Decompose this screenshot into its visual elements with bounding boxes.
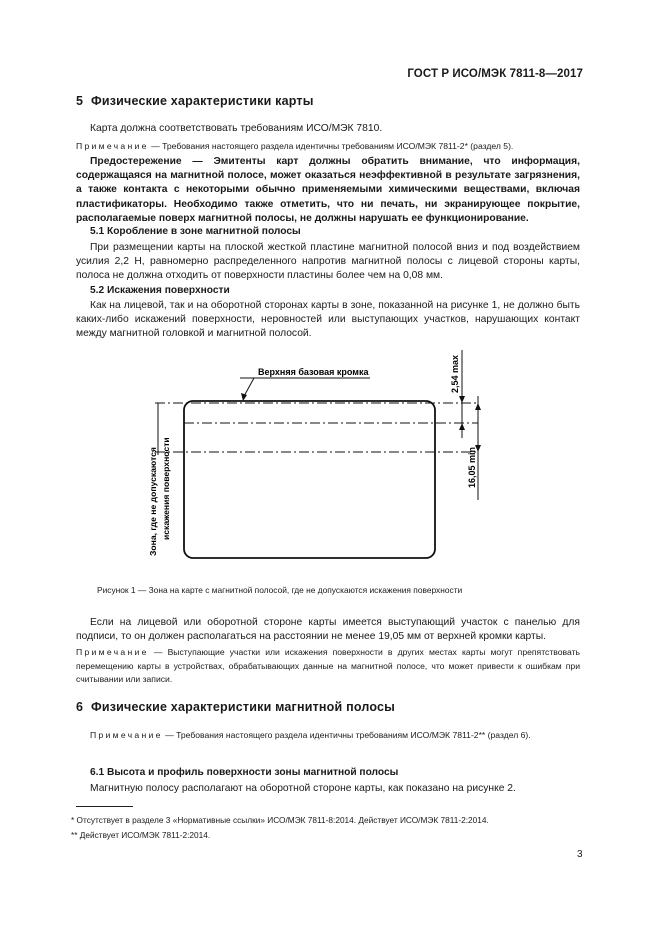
- zone-label-line-1: Зона, где не допускаются: [148, 447, 158, 556]
- dim-top-arrow-1: [459, 396, 465, 403]
- note-2: [76, 646, 580, 687]
- subsection-5-2-text: Как на лицевой, так и на оборотной сторонах карты в зоне, показанной на рисунке 1, не должно быть каких-либо искажений поверхности, неровностей или выступающих участков, нарушающих контакт между магнитной головкой и магнитной полосой.: [76, 300, 580, 340]
- subsection-5-1-heading: 5.1 Коробление в зоне магнитной полосы: [90, 226, 301, 237]
- note-2-text: — Выступающие участки или искажения поверхности в других местах карты могут препятствовать перемещению карты в устройствах, обрабатывающих данные на магнитной полосе, что может привести к ошибкам при считывании или записи.: [76, 647, 580, 684]
- section-6-note-label: Примечание: [90, 730, 163, 740]
- note-text: — Требования настоящего раздела идентичны требованиям ИСО/МЭК 7811-2* (раздел 5).: [148, 141, 514, 151]
- subsection-5-1-text: При размещении карты на плоской жесткой пластине магнитной полосой вниз и под воздействием усилия 2,2 Н, равномерно распределенного напротив магнитной полосы с лицевой стороны карты, полоса не должна отходить от поверхности пластины более чем на 0,08 мм.: [76, 242, 580, 282]
- section-6-heading: [76, 700, 395, 714]
- top-edge-label: Верхняя базовая кромка: [258, 367, 369, 377]
- section-5-paragraph: Карта должна соответствовать требованиям ИСО/МЭК 7810.: [90, 123, 383, 134]
- signature-panel-paragraph: Если на лицевой или оборотной стороне карты имеется выступающий участок с панелью для подписи, то он должен располагаться на расстоянии не менее 19,05 мм от верхней кромки карты.: [76, 617, 580, 643]
- section-6-note: [90, 729, 580, 743]
- warning-paragraph: Предостережение — Эмитенты карт должны обратить внимание, что информация, содержащаяся на магнитной полосе, может оказаться неэффективной в результате загрязнения, а также контакта с некоторыми обычно применяемыми химическими веществами, включая пластификаторы. Необходимо также отметить, что ни печать, ни экранирующее покрытие, располагаемые поверх магнитной полосы, не должны нарушать ее функционирование.: [76, 156, 580, 224]
- zone-label-line-2: искажения поверхности: [161, 437, 171, 540]
- section-6-note-text: — Требования настоящего раздела идентичны требованиям ИСО/МЭК 7811-2** (раздел 6).: [162, 730, 531, 740]
- subsection-6-1-heading: 6.1 Высота и профиль поверхности зоны магнитной полосы: [90, 767, 399, 778]
- page-number: 3: [577, 849, 583, 860]
- footnote-1: * Отсутствует в разделе 3 «Нормативные ссылки» ИСО/МЭК 7811-8:2014. Действует ИСО/МЭК 7811-2:2014.: [71, 815, 489, 825]
- footnote-2: ** Действует ИСО/МЭК 7811-2:2014.: [71, 830, 211, 840]
- dim-zone-label: 16,05 min: [467, 446, 477, 488]
- subsection-6-1-text: Магнитную полосу располагают на оборотной стороне карты, как показано на рисунке 2.: [90, 783, 516, 794]
- note-2-label: Примечание: [76, 647, 149, 657]
- footnote-rule: [76, 806, 133, 807]
- dim-top-label: 2,54 max: [450, 354, 460, 393]
- document-header: ГОСТ Р ИСО/МЭК 7811-8—2017: [407, 68, 583, 80]
- card-outline: [184, 401, 435, 558]
- dim-zone-arrow-1: [475, 403, 481, 410]
- section-5-title: Физические характеристики карты: [91, 94, 314, 108]
- figure-1-caption: Рисунок 1 — Зона на карте с магнитной полосой, где не допускаются искажения поверхности: [97, 585, 463, 595]
- section-6-number: 6: [76, 700, 84, 714]
- section-5-number: 5: [76, 94, 84, 108]
- subsection-5-2-heading: 5.2 Искажения поверхности: [90, 285, 230, 296]
- section-6-title: Физические характеристики магнитной полосы: [91, 700, 396, 714]
- note-label: Примечание: [76, 141, 149, 151]
